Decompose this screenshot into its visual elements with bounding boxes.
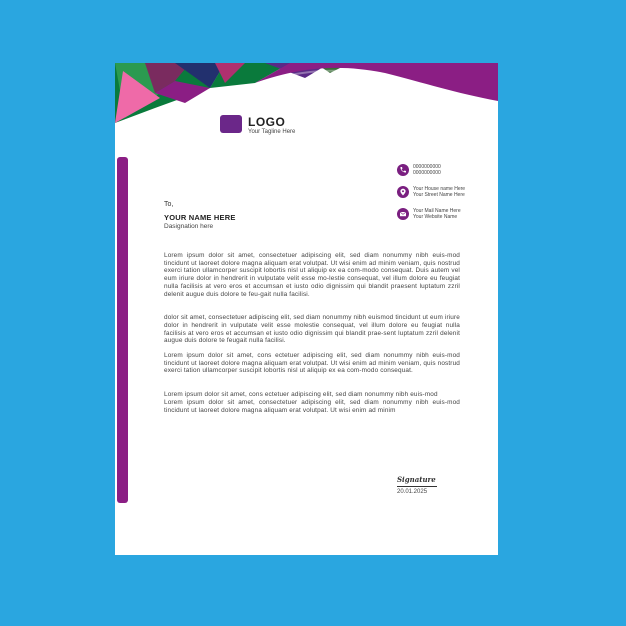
body-paragraph: dolor sit amet, consectetuer adipiscing elit, sed diam nonummy nibh euismod tincidunt ut eum iriure dolor in hendrerit in vulputate velit esse molestie consequat, vel illum dolore eu feugiat nulla facilisis at vero eros et accumsan et iusto odio dignissim qui blandit prae-sent luptatum zzril delenit augue duis dolore te feugait nulla facilisi.	[164, 314, 460, 345]
address-line-2: Your Street Name Here	[413, 192, 465, 198]
signature-label: Signature	[397, 475, 436, 484]
logo-text: LOGO	[248, 115, 286, 129]
body-paragraph: Lorem ipsum dolor sit amet, consectetuer adipiscing elit, sed diam nonummy nibh euis-mod tincidunt ut laoreet dolore magna aliquam erat volutpat. Ut wisi enim ad minim veniam, quis nostrud exerci tation ullamcorper suscipit lobortis nisl ut aliquip ex ea com-modo consequat. Duis autem vel eum iriure dolor in hendrerit in vulputate velit esse mo-lestie consequat, vel illum dolore eu feugiat nulla facilisis at vero eros et accumsan et iusto odio dignissim qui blandit praesent luptatum zzril delenit augue duis dolore te feu-gait nulla facilisi.	[164, 252, 460, 298]
signature-block	[397, 475, 437, 495]
address-line-1: Your House name Here	[413, 186, 466, 192]
body-paragraph: Lorem ipsum dolor sit amet, cons ectetuer adipiscing elit, sed diam nonummy nibh euis-mod tincidunt ut laoreet dolore magna aliquam erat volutpat. Ut wisi enim ad minim veniam, quis nostrud exerci tation ullamcorper suscipit lobortis nisl ut aliquip ex ea com-modo consequat.	[164, 352, 460, 375]
logo-mark-icon	[220, 115, 242, 133]
body-paragraph: Lorem ipsum dolor sit amet, cons ectetuer adipiscing elit, sed diam nonummy nibh euis-mod	[164, 391, 438, 399]
letterhead-page	[115, 63, 498, 555]
phone-line-2: 0000000000	[413, 170, 441, 176]
recipient-block	[164, 201, 236, 230]
mail-icon	[397, 208, 409, 220]
recipient-name: YOUR NAME HERE	[164, 213, 236, 222]
email-line-1: Your Mail Name Here	[413, 208, 461, 214]
phone-line-1: 0000000000	[413, 164, 441, 170]
to-label: To,	[164, 201, 174, 208]
email-line-2: Your Website Name	[413, 214, 458, 220]
signature-date: 20.01.2025	[397, 489, 428, 495]
recipient-designation: Dasignation here	[164, 223, 214, 230]
letter-body	[164, 252, 460, 430]
logo-tagline: Your Tagline Here	[248, 129, 296, 135]
location-icon	[397, 186, 409, 198]
phone-icon	[397, 164, 409, 176]
side-accent-bar	[117, 157, 128, 503]
body-paragraph: Lorem ipsum dolor sit amet, consectetuer adipiscing elit, sed diam nonummy nibh euis-mod tincidunt ut laoreet dolore magna aliquam erat volutpat. Ut wisi enim ad minim	[164, 398, 460, 414]
signature-line	[397, 486, 437, 487]
header-decoration	[115, 63, 498, 133]
